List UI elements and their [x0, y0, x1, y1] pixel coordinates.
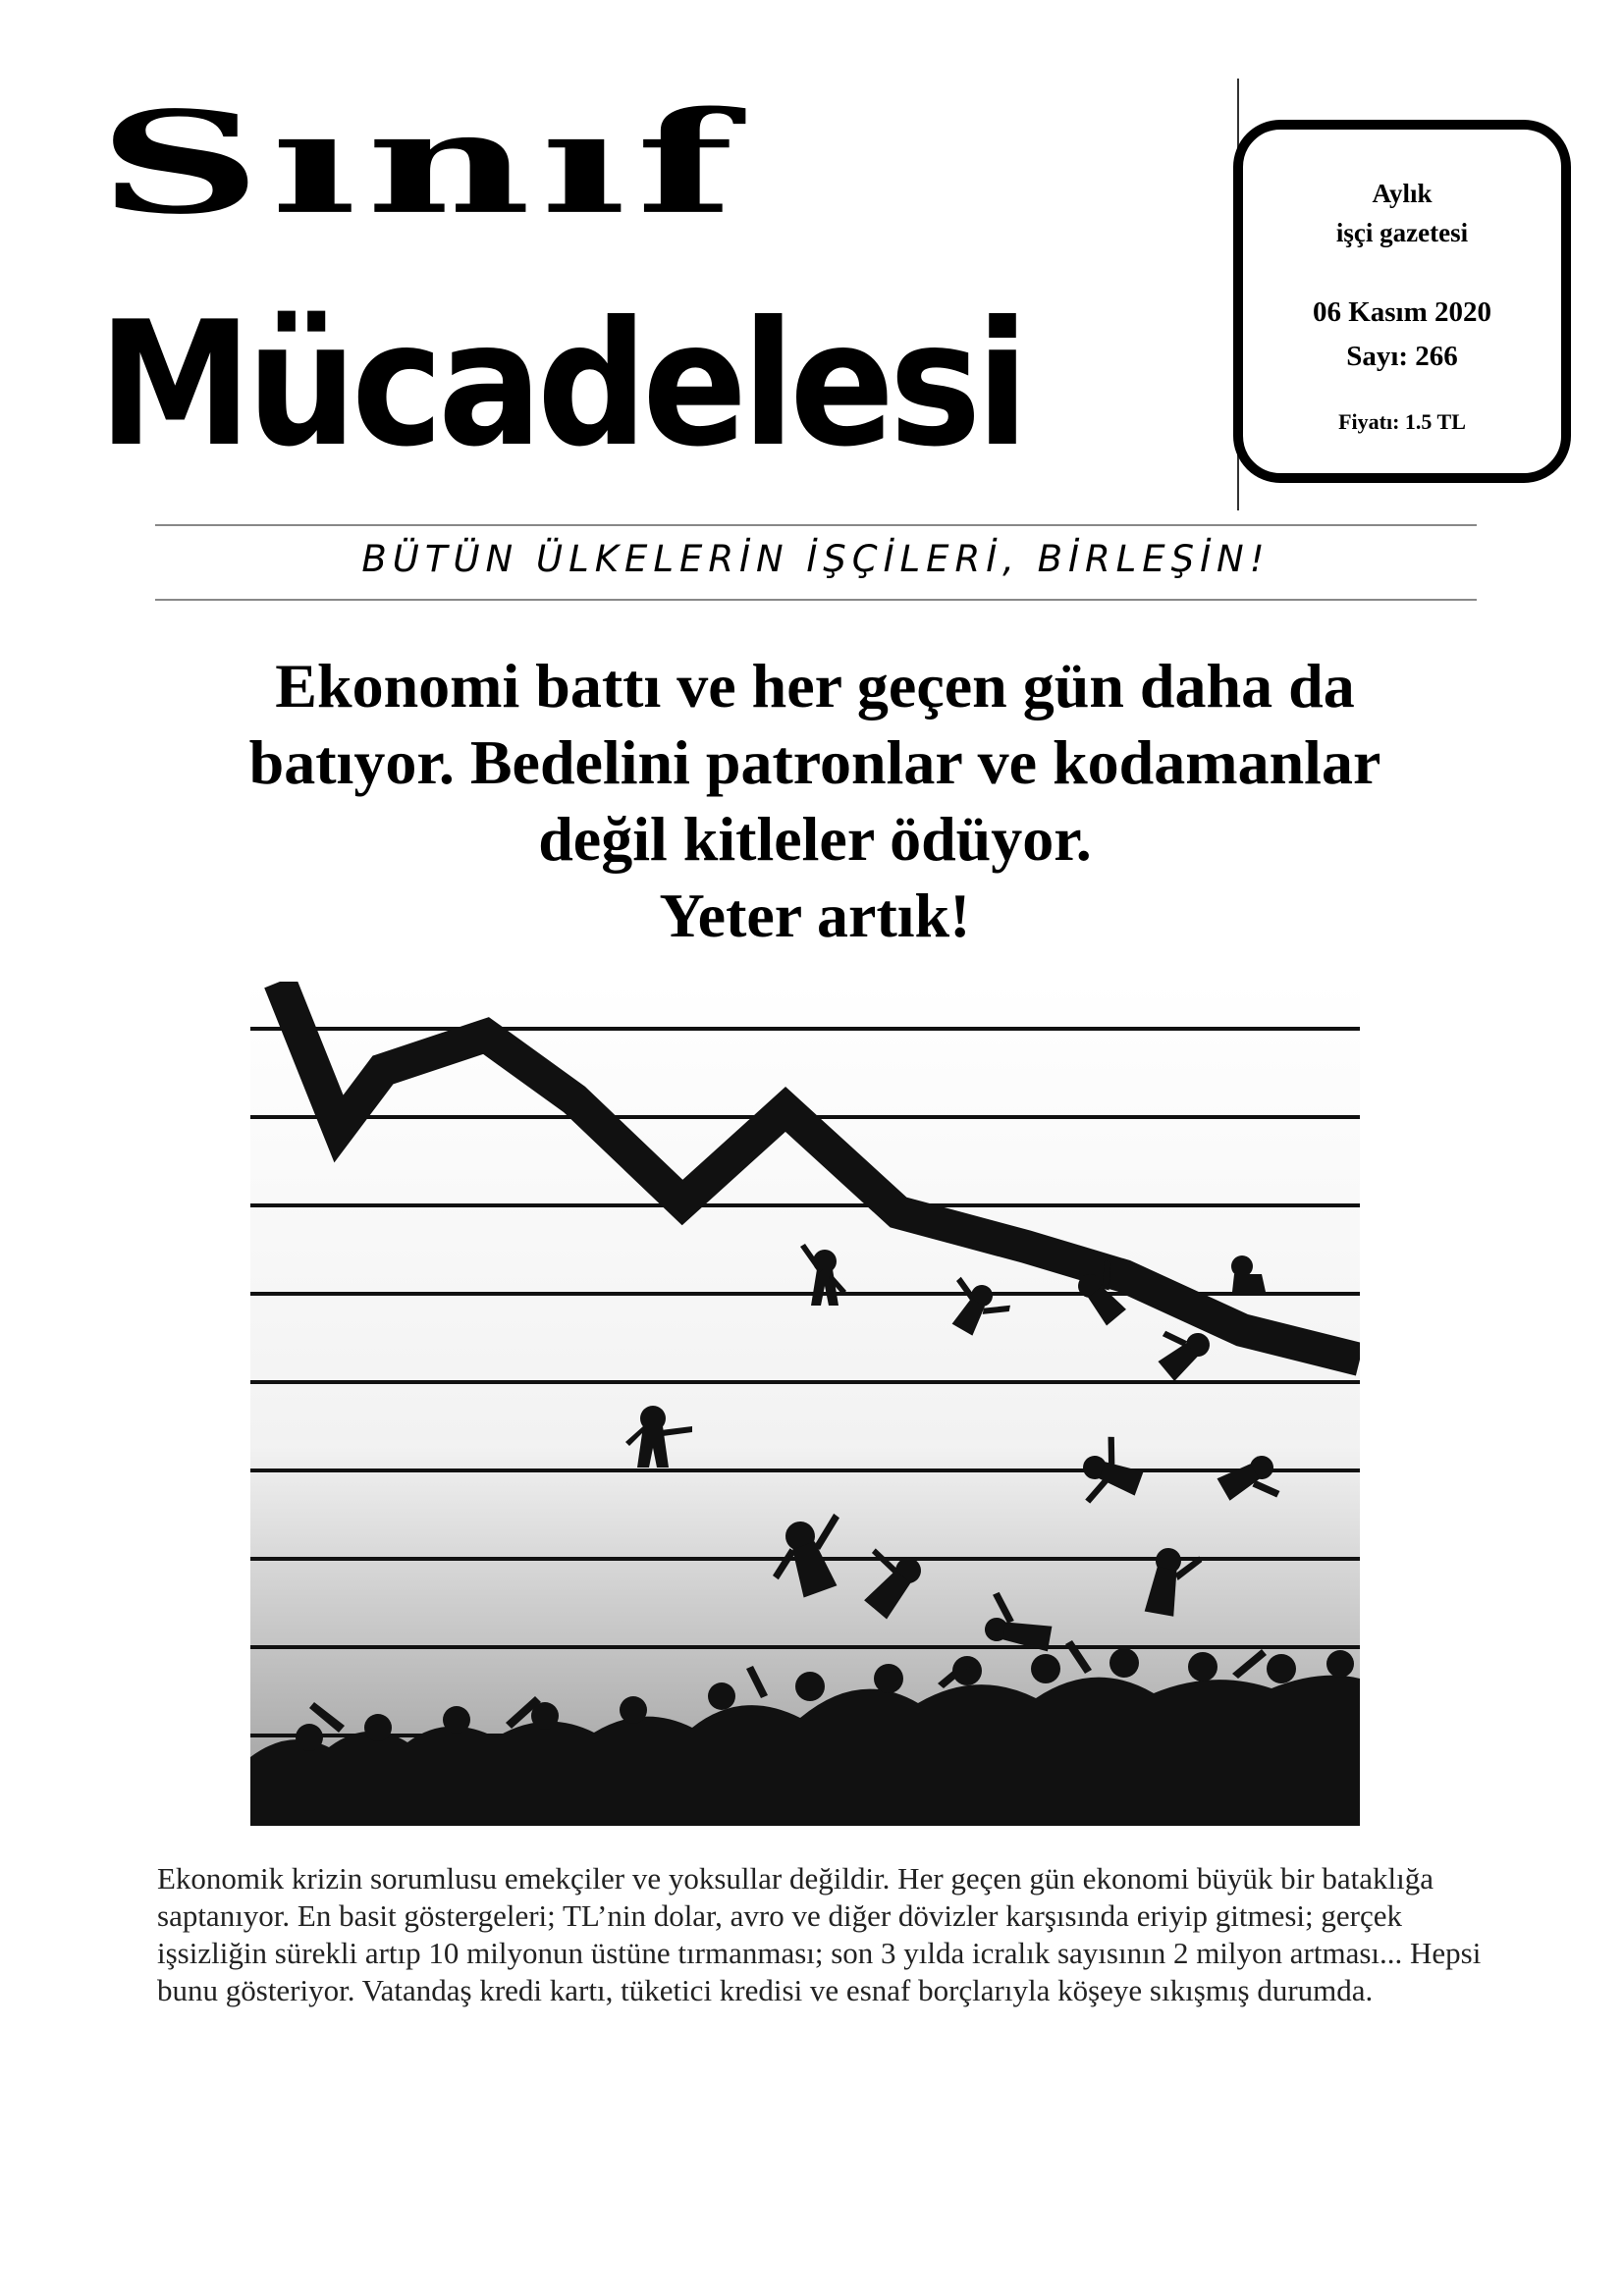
article-paragraph: Ekonomik krizin sorumlusu emekçiler ve yoksullar değildir. Her geçen gün ekonomi büyük bir bataklığa saptanıyor. En basit göstergeleri; TL’nin dolar, avro ve diğer dövizler karşısında eriyip gitmesi; gerçek işsizliğin sürekli artıp 10 milyonun üstüne tırmanması; son 3 yılda icralık sayısının 2 milyon artması... Hepsi bunu gösteriyor. Vatandaş kredi kartı, tüketici kredisi ve esnaf borçlarıyla köşeye sıkışmış durumda. [157, 1861, 1482, 2007]
issue-type: işçi gazetesi [1335, 218, 1469, 247]
slogan-rule-top [155, 524, 1477, 526]
issue-price: Fiyatı: 1.5 TL [1338, 409, 1466, 434]
slogan: BÜTÜN ÜLKELERİN İŞÇİLERİ, BİRLEŞİN! [361, 538, 1271, 580]
issue-frequency: Aylık [1372, 179, 1433, 208]
headline-line-1: Ekonomi battı ve her geçen gün daha da [275, 651, 1355, 721]
issue-info-box [1233, 120, 1571, 483]
issue-number: Sayı: 266 [1346, 341, 1458, 372]
logo-line-mucadelesi: Mücadelesi [98, 286, 1024, 485]
headline-line-4: Yeter artık! [659, 881, 971, 950]
falling-economy-chart-illustration [250, 982, 1360, 1826]
headline-line-2: batıyor. Bedelini patronlar ve kodamanlar [248, 727, 1381, 797]
slogan-rule-bottom [155, 599, 1477, 601]
issue-date: 06 Kasım 2020 [1312, 296, 1492, 328]
headline [118, 648, 1512, 954]
headline-line-3: değil kitleler ödüyor. [538, 804, 1092, 874]
logo-line-sinif: Sınıf [98, 80, 744, 245]
